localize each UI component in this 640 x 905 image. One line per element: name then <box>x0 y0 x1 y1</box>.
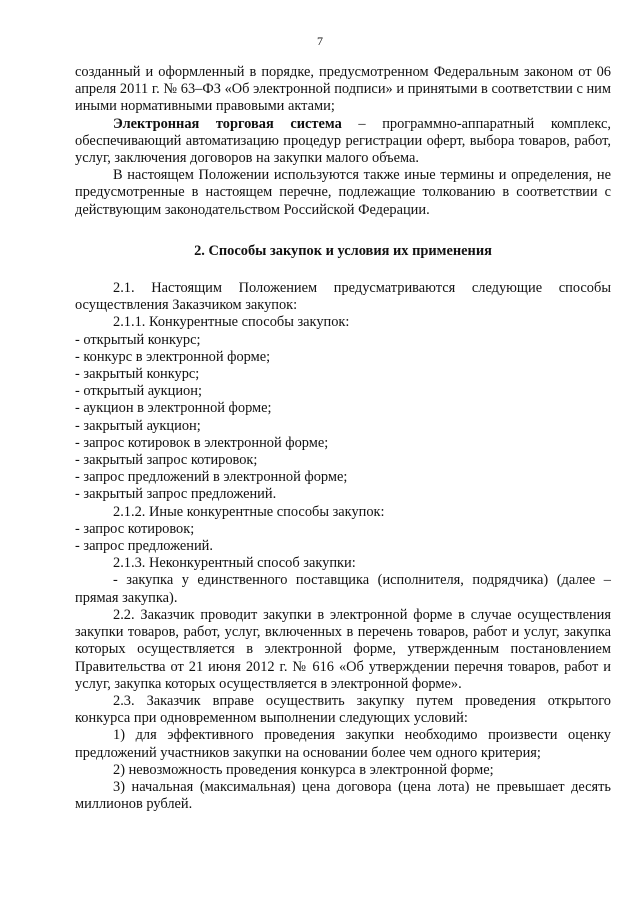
document-body <box>75 64 611 813</box>
list-item: 2) невозможность проведения конкурса в электронной форме; <box>113 761 494 778</box>
list-item: - закрытый запрос предложений. <box>75 486 277 503</box>
page-number: 7 <box>317 34 323 48</box>
ets-definition <box>75 116 611 168</box>
list-item: - запрос котировок; <box>75 520 195 537</box>
clause-2-3: 2.3. Заказчик вправе осуществить закупку путем проведения открытого конкурса при одновременном выполнении следующих условий: <box>75 692 611 727</box>
list-item: - открытый конкурс; <box>75 331 201 348</box>
clause-2-1-3: 2.1.3. Неконкурентный способ закупки: <box>113 555 356 572</box>
list-item: - запрос котировок в электронной форме; <box>75 434 329 451</box>
clause-2-1-2: 2.1.2. Иные конкурентные способы закупок: <box>113 503 385 520</box>
section-heading: 2. Способы закупок и условия их применения <box>194 242 492 259</box>
intro-paragraph-3: В настоящем Положении используются также иные термины и определения, не предусмотренные в настоящем перечне, подлежащие толкованию в соответствии с действующим законодательством Российской Федерации. <box>75 167 611 218</box>
ets-term-definition: – программно-аппаратный комплекс, обеспечивающий автоматизацию процедур регистрации оферт, выбора товаров, работ, услуг, заключения договоров на закупки малого объема. <box>75 115 611 167</box>
ets-term: Электронная торговая система <box>113 115 342 132</box>
list-item: - открытый аукцион; <box>75 383 202 400</box>
other-methods-list <box>75 521 611 555</box>
list-item: - закрытый конкурс; <box>75 366 200 383</box>
list-item: - конкурс в электронной форме; <box>75 348 271 365</box>
list-item: - запрос предложений. <box>75 538 213 555</box>
list-item: - аукцион в электронной форме; <box>75 400 272 417</box>
direct-purchase-item: - закупка у единственного поставщика (исполнителя, подрядчика) (далее – прямая закупка). <box>75 572 611 606</box>
clause-2-1-1: 2.1.1. Конкурентные способы закупок: <box>113 314 350 331</box>
conditions-list <box>75 727 611 813</box>
list-item: - запрос предложений в электронной форме; <box>75 469 348 486</box>
clause-2-1: 2.1. Настоящим Положением предусматриваются следующие способы осуществления Заказчиком закупок: <box>75 280 611 314</box>
list-item: 3) начальная (максимальная) цена договора (цена лота) не превышает десять миллионов рублей. <box>75 778 611 813</box>
list-item: 1) для эффективного проведения закупки необходимо произвести оценку предложений участников закупки на основании более чем одного критерия; <box>75 727 611 761</box>
list-item: - закрытый запрос котировок; <box>75 452 258 469</box>
competitive-methods-list <box>75 332 611 504</box>
intro-paragraph-1: созданный и оформленный в порядке, предусмотренном Федеральным законом от 06 апреля 2011 г. № 63–ФЗ «Об электронной подписи» и принятыми в соответствии с ним иными нормативными правовыми актами; <box>75 64 611 115</box>
clause-2-2: 2.2. Заказчик проводит закупки в электронной форме в случае осуществления закупки товаров, работ, услуг, включенных в перечень товаров, работ и услуг, закупка которых осуществляется в электронной форме, утвержденным постановлением Правительства от 21 июня 2012 г. № 616 «Об утверждении перечня товаров, работ и услуг, закупка которых осуществляется в электронной форме». <box>75 606 611 692</box>
list-item: - закрытый аукцион; <box>75 417 201 434</box>
